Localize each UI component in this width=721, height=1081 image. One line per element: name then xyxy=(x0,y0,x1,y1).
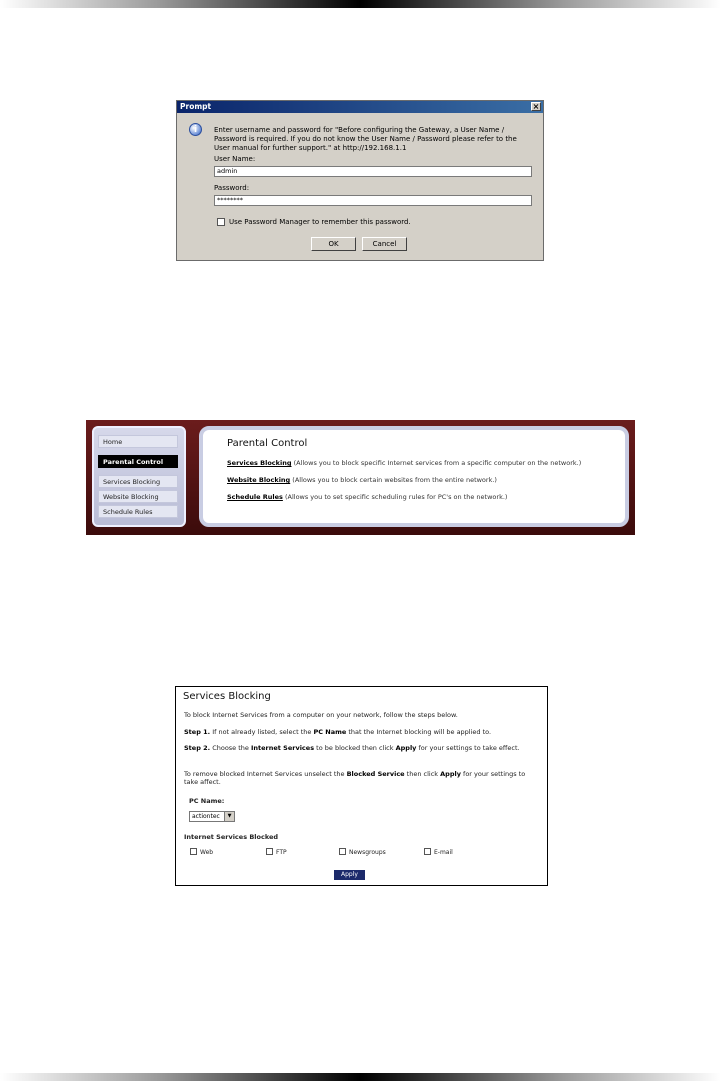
remove-c: for your settings to take affect. xyxy=(184,770,526,786)
dialog-title: Prompt xyxy=(180,102,212,111)
step2-label: Step 2. xyxy=(184,744,211,752)
info-icon: i xyxy=(189,123,202,136)
parental-control-panel xyxy=(86,420,635,535)
pc-name-value: actiontec xyxy=(192,813,220,820)
remove-a: To remove blocked Internet Services unselect the xyxy=(184,770,345,778)
prompt-dialog xyxy=(176,100,544,261)
website-blocking-link[interactable]: Website Blocking xyxy=(227,476,291,484)
page-title: Parental Control xyxy=(227,438,308,449)
email-checkbox[interactable] xyxy=(424,848,431,855)
close-icon[interactable]: × xyxy=(532,102,540,111)
dialog-title-bar xyxy=(177,101,543,113)
step2-a: Choose the xyxy=(212,744,249,752)
ftp-checkbox[interactable] xyxy=(266,848,273,855)
sidebar-item-services-blocking[interactable]: Services Blocking xyxy=(98,475,178,488)
step1-label: Step 1. xyxy=(184,728,211,736)
chevron-down-icon: ▼ xyxy=(224,812,234,821)
step1-a: If not already listed, select the xyxy=(212,728,312,736)
services-blocking-title: Services Blocking xyxy=(183,691,271,702)
step1-bold: PC Name xyxy=(313,728,347,736)
step1-b: that the Internet blocking will be applied to. xyxy=(348,728,492,736)
schedule-rules-link[interactable]: Schedule Rules xyxy=(227,493,283,501)
pc-name-label: PC Name: xyxy=(189,797,225,805)
schedule-rules-desc: (Allows you to set specific scheduling rules for PC's on the network.) xyxy=(284,493,508,501)
sidebar xyxy=(92,426,186,527)
username-field[interactable]: admin xyxy=(214,166,532,177)
ftp-label: FTP xyxy=(276,849,287,856)
cancel-button[interactable]: Cancel xyxy=(362,237,407,251)
step2-bold2: Apply xyxy=(395,744,417,752)
newsgroups-label: Newsgroups xyxy=(349,849,386,856)
remove-text xyxy=(184,770,539,786)
step2-bold: Internet Services xyxy=(251,744,315,752)
remove-b: then click xyxy=(406,770,439,778)
step2-text xyxy=(184,744,539,752)
email-label: E-mail xyxy=(434,849,453,856)
password-field[interactable]: ******** xyxy=(214,195,532,206)
username-label: User Name: xyxy=(214,155,256,163)
remember-password-label: Use Password Manager to remember this password. xyxy=(229,218,411,226)
services-blocking-link[interactable]: Services Blocking xyxy=(227,459,292,467)
pc-name-select[interactable] xyxy=(189,811,235,822)
sidebar-item-home[interactable]: Home xyxy=(98,435,178,448)
password-label: Password: xyxy=(214,184,250,192)
link-row-website-blocking xyxy=(227,476,497,484)
services-blocking-panel xyxy=(175,686,548,886)
intro-text: To block Internet Services from a computer on your network, follow the steps below. xyxy=(184,711,458,719)
remove-bold: Blocked Service xyxy=(346,770,405,778)
sidebar-item-website-blocking[interactable]: Website Blocking xyxy=(98,490,178,503)
services-blocking-desc: (Allows you to block specific Internet services from a specific computer on the network.) xyxy=(293,459,582,467)
web-checkbox[interactable] xyxy=(190,848,197,855)
step1-text xyxy=(184,728,539,736)
newsgroups-checkbox[interactable] xyxy=(339,848,346,855)
apply-button[interactable]: Apply xyxy=(334,870,365,880)
sidebar-item-parental-control[interactable]: Parental Control xyxy=(98,455,178,468)
step2-c: for your settings to take effect. xyxy=(418,744,520,752)
dialog-message: Enter username and password for "Before configuring the Gateway, a User Name / Password is required. If you do not know the User Name / Password please refer to the User manual for further support." at http://192.168.1.1 xyxy=(214,126,517,152)
services-blocked-label: Internet Services Blocked xyxy=(184,833,279,841)
remember-password-checkbox[interactable] xyxy=(217,218,225,226)
link-row-schedule-rules xyxy=(227,493,507,501)
web-label: Web xyxy=(200,849,214,856)
parental-control-content xyxy=(199,426,629,527)
bottom-decorative-bar xyxy=(0,1073,721,1081)
remove-bold2: Apply xyxy=(440,770,461,778)
website-blocking-desc: (Allows you to block certain websites from the entire network.) xyxy=(292,476,497,484)
top-decorative-bar xyxy=(0,0,721,8)
ok-button[interactable]: OK xyxy=(311,237,356,251)
sidebar-item-schedule-rules[interactable]: Schedule Rules xyxy=(98,505,178,518)
step2-b: to be blocked then click xyxy=(316,744,394,752)
link-row-services-blocking xyxy=(227,459,581,467)
